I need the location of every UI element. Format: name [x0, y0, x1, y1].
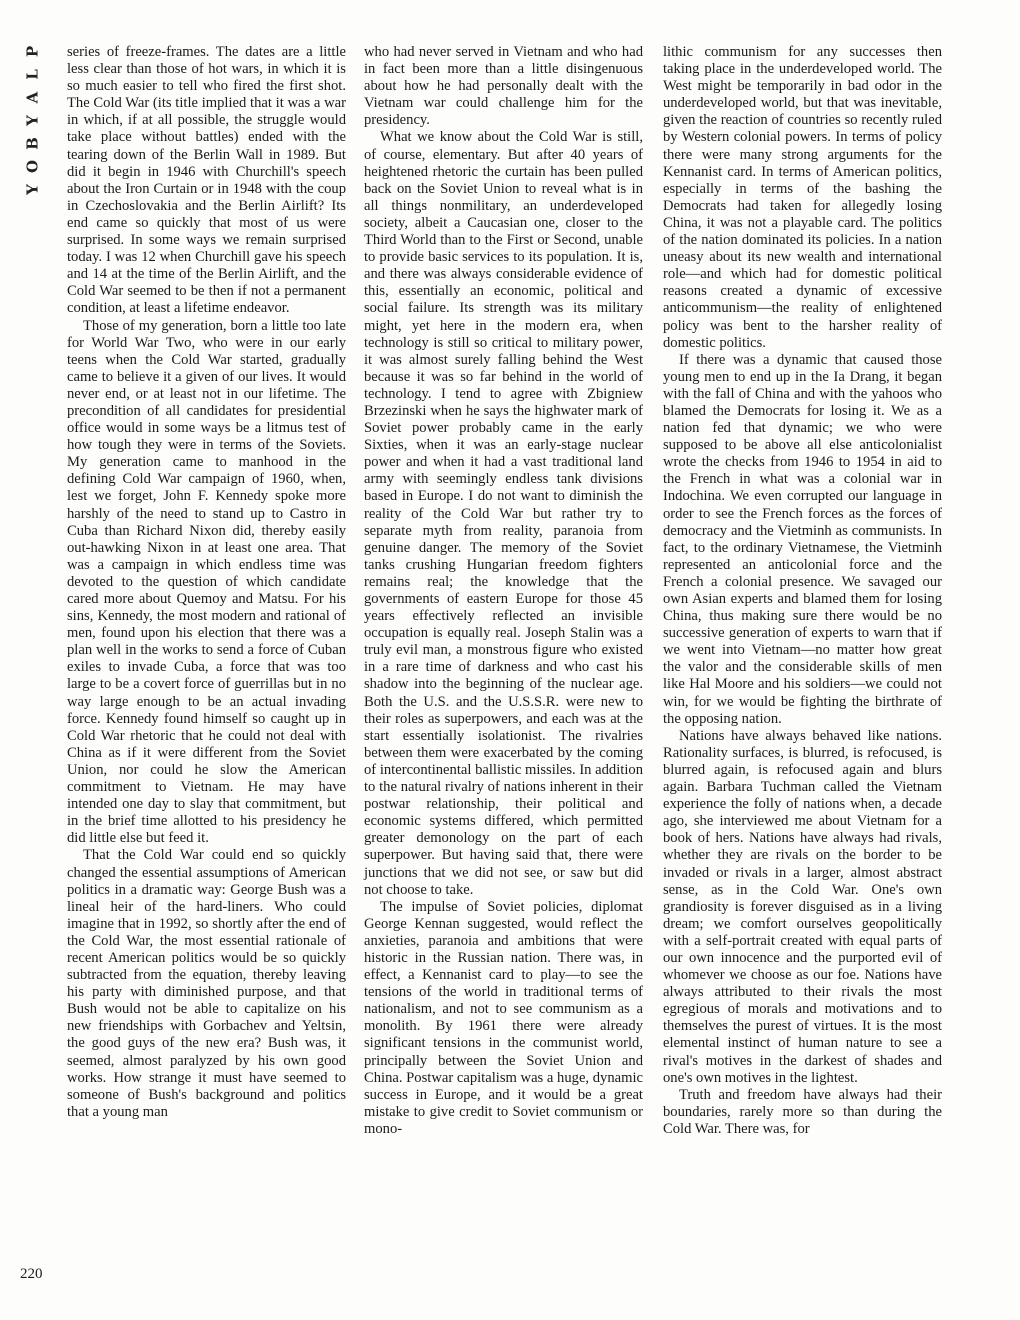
text-column-3	[663, 44, 942, 1138]
paragraph: If there was a dynamic that caused those young men to end up in the Ia Drang, it began with the fall of China and with the yahoos who blamed the Democrats for losing it. We as a nation fed that dynamic; we who were supposed to be above all else anticolonialist wrote the checks from 1946 to 1954 in aid to the French in what was a colonial war in Indochina. We even corrupted our language in order to see the French forces as the forces of democracy and the Vietminh as communists. In fact, to the ordinary Vietnamese, the Vietminh represented an anticolonial force and the French a colonial presence. We savaged our own Asian experts and blamed them for losing China, thus making sure there would be no successive generation of experts to warn that if we went into Vietnam—no matter how great the valor and the considerable skills of men like Hal Moore and his soldiers—we could not win, for we would be fighting the birthrate of the opposing nation.	[663, 351, 942, 727]
masthead-letter: O	[23, 159, 42, 174]
masthead-letter: P	[23, 45, 42, 58]
paragraph: Those of my generation, born a little too late for World War Two, who were in our early teens when the Cold War started, gradually came to believe it a given of our lives. It would never end, or at least not in our lifetime. The precondition of all candidates for presidential office would in some ways be a litmus test of how tough they were in terms of the Soviets. My generation came to manhood in the defining Cold War campaign of 1960, when, lest we forget, John F. Kennedy spoke more harshly of the need to stand up to Castro in Cuba than Richard Nixon did, thereby easily out-hawking Nixon in at least one area. That was a campaign in which endless time was devoted to the question of which candidate cared more about Quemoy and Matsu. For his sins, Kennedy, the most modern and rational of men, found upon his election that there was a plan well in the works to send a force of Cuban exiles to invade Cuba, a force that was too large to be a covert force of guerrillas but in no way large enough to be an actual invading force. Kennedy found himself so caught up in Cold War rhetoric that he could not deal with China as if it were different from the Soviet Union, nor could he slow the American commitment to Vietnam. He may have intended one day to slay that commitment, but in the brief time allotted to his presidency he did little else but feed it.	[67, 317, 346, 847]
text-column-1	[67, 44, 346, 1121]
paragraph: Truth and freedom have always had their boundaries, rarely more so than during the Cold War. There was, for	[663, 1086, 942, 1137]
paragraph: Nations have always behaved like nations. Rationality surfaces, is blurred, is refocused, is blurred again, is refocused again and blurs again. Barbara Tuchman called the Vietnam experience the folly of nations when, a decade ago, she interviewed me about Vietnam for a book of hers. Nations have always had rivals, whether they are rivals on the border to be invaded or rivals in a larger, almost abstract sense, as in the Cold War. One's own grandiosity is forever disguised as in a living dream; we comfort ourselves geopolitically with a self-portrait created with equal parts of our own innocence and the purported evil of whomever we choose as our foe. Nations have always attributed to their rivals the most egregious of morals and motivations and to themselves the purest of virtues. It is the most elemental instinct of human nature to see a rival's motives in the darkest of shades and one's own motives in the lightest.	[663, 727, 942, 1086]
paragraph: series of freeze-frames. The dates are a little less clear than those of hot wars, in which it is so much easier to tell who fired the first shot. The Cold War (its title implied that it was a war in which, if at all possible, the struggle would take place without battles) ended with the tearing down of the Berlin Wall in 1989. But did it begin in 1946 with Churchill's speech about the Iron Curtain or in 1948 with the coup in Czechoslovakia and the Berlin Airlift? Its end came so quickly that most of us were surprised. In some ways we remain surprised today. I was 12 when Churchill gave his speech and 14 at the time of the Berlin Airlift, and the Cold War seemed to be then if not a permanent condition, at least a lifetime endeavor.	[67, 44, 346, 317]
masthead-letter: A	[23, 91, 42, 104]
masthead-letter: Y	[23, 115, 42, 126]
masthead-letter: L	[23, 69, 42, 80]
paragraph: That the Cold War could end so quickly changed the essential assumptions of American politics in a dramatic way: George Bush was a lineal heir of the hard-liners. Who could imagine that in 1992, so shortly after the end of the Cold War, the most essential rationale of recent American politics would be so quickly subtracted from the equation, thereby leaving his party with diminished purpose, and that Bush would not be able to capitalize on his new friendships with Gorbachev and Yeltsin, the good guys of the new era? Bush was, it seemed, almost paralyzed by his own good works. How strange it must have seemed to someone of Bush's background and politics that a young man	[67, 847, 346, 1120]
paragraph: who had never served in Vietnam and who had in fact been more than a little disingenuous about how he had personally dealt with the Vietnam war could challenge him for the presidency.	[364, 44, 643, 129]
paragraph: lithic communism for any successes then taking place in the underdeveloped world. The West might be temporarily in bad odor in the underdeveloped world, but that was inevitable, given the reaction of countries so recently ruled by Western colonial powers. In terms of policy there were many strong arguments for the Kennanist card. In terms of American politics, especially in terms of the bashing the Democrats had taken for allegedly losing China, it was not a playable card. The politics of the nation dominated its policies. In a nation uneasy about its new wealth and international role—and which had for domestic political reasons created a dynamic of excessive anticommunism—the reality of enlightened policy was bent to the harsher reality of domestic politics.	[663, 44, 942, 351]
masthead-letter: B	[23, 137, 42, 150]
paragraph: What we know about the Cold War is still, of course, elementary. But after 40 years of heightened rhetoric the curtain has been pulled back on the Soviet Union to reveal what is in all things nonmilitary, an underdeveloped society, albeit a Caucasian one, closer to the Third World than to the First or Second, unable to provide basic services to its population. It is, and there was always considerable evidence of this, essentially an economic, political and social failure. Its strength was its military might, yet here in the modern era, when technology is still so critical to military power, it was almost surely falling behind the West because it was so far behind in the world of technology. I tend to agree with Zbigniew Brzezinski when he says the highwater mark of Soviet power probably came in the early Sixties, when it was an early-stage nuclear power and when it had a vast traditional land army with seemingly endless tank divisions based in Europe. I do not want to diminish the reality of the Cold War but rather try to separate myth from reality, paranoia from genuine danger. The memory of the Soviet tanks crushing Hungarian freedom fighters remains real; the knowledge that the governments of eastern Europe for those 45 years effectively reflected an invisible occupation is equally real. Joseph Stalin was a truly evil man, a monstrous figure who existed in a rare time of darkness and who cast his shadow into the beginning of the nuclear age. Both the U.S. and the U.S.S.R. were new to their roles as superpowers, and each was at the start essentially isolationist. The rivalries between them were exacerbated by the coming of intercontinental ballistic missiles. In addition to the natural rivalry of nations inherent in their postwar relationship, their political and economic systems differed, which permitted greater demonology on the part of each superpower. But having said that, there were junctions that we did not see, or saw but did not choose to take.	[364, 129, 643, 898]
text-column-2	[364, 44, 643, 1138]
page-number: 220	[20, 1266, 43, 1282]
masthead-letter: Y	[23, 184, 42, 195]
paragraph: The impulse of Soviet policies, diplomat George Kennan suggested, would reflect the anxieties, paranoia and ambitions that were historic in the Russian nation. There was, in effect, a Kennanist card to play—to see the tensions of the world in traditional terms of nationalism, and not to see communism as a monolith. By 1961 there were already significant tensions in the communist world, principally between the Soviet Union and China. Postwar capitalism was a huge, dynamic success in Europe, and it would be a great mistake to give credit to Soviet communism or mono-	[364, 898, 643, 1137]
masthead-playboy	[22, 40, 44, 201]
